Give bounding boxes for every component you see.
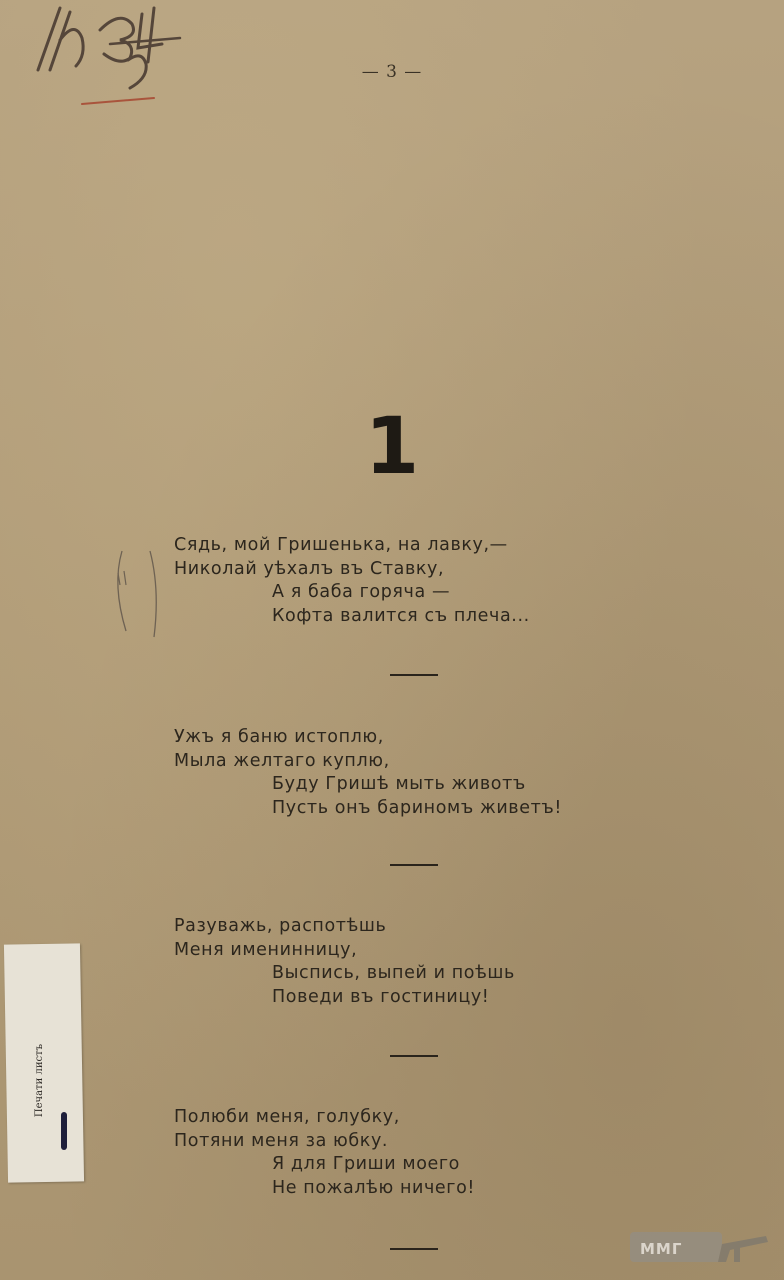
stanza-line: Пусть онъ бариномъ живетъ! bbox=[272, 797, 562, 818]
stanza-4 bbox=[174, 1106, 654, 1200]
stanza-divider bbox=[390, 674, 438, 676]
stanza-line: Меня именинницу, bbox=[174, 939, 358, 960]
stanza-line: А я баба горяча — bbox=[272, 582, 451, 602]
stanza-line: Полюби меня, голубку, bbox=[174, 1107, 400, 1127]
stanza-divider bbox=[390, 1248, 438, 1250]
watermark-text: MMГ bbox=[640, 1240, 683, 1258]
ink-mark bbox=[61, 1112, 67, 1150]
stanza-divider bbox=[390, 864, 438, 866]
stanza-line: Выспись, выпей и поѣшь bbox=[272, 963, 515, 983]
handwritten-shelfmark bbox=[20, 0, 200, 120]
stanza-line: Буду Гришѣ мыть животъ bbox=[272, 774, 526, 794]
page-number: — 3 — bbox=[361, 62, 423, 82]
stanza-line: Не пожалѣю ничего! bbox=[272, 1177, 476, 1198]
chapter-number: 1 bbox=[364, 402, 420, 492]
stanza-2 bbox=[174, 726, 654, 820]
stanza-line: Николай уѣхалъ въ Ставку, bbox=[174, 558, 445, 579]
stanza-line: Потяни меня за юбку. bbox=[174, 1130, 389, 1151]
stanza-line: Я для Гриши моего bbox=[272, 1154, 460, 1174]
pencil-margin-mark bbox=[108, 545, 168, 645]
stanza-line: Мыла желтаго куплю, bbox=[174, 750, 390, 771]
stanza-line: Поведи въ гостиницу! bbox=[272, 986, 490, 1007]
stanza-line: Сядь, мой Гришенька, на лавку,— bbox=[174, 535, 508, 555]
stanza-1 bbox=[174, 534, 654, 628]
stanza-line: Кофта валится съ плеча... bbox=[272, 605, 530, 626]
stanza-line: Ужъ я баню истоплю, bbox=[174, 727, 384, 747]
stanza-divider bbox=[390, 1055, 438, 1057]
stanza-3 bbox=[174, 915, 654, 1009]
stanza-line: Разуважь, распотѣшь bbox=[174, 916, 387, 936]
library-sticker-label: Печати листъ bbox=[34, 1044, 45, 1118]
